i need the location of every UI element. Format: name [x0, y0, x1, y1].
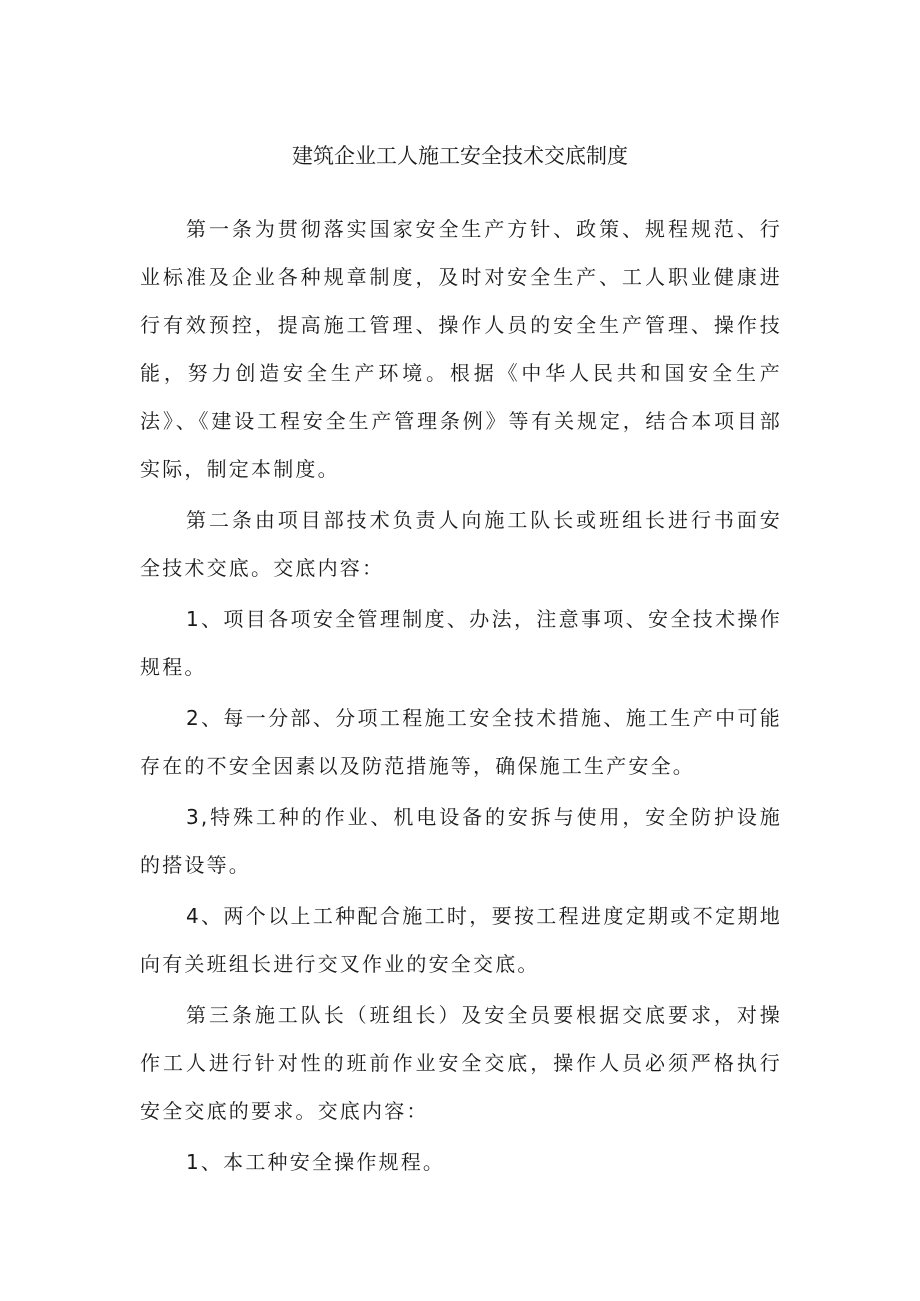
- article-3-item-1: 1、本工种安全操作规程。: [186, 1150, 446, 1174]
- article-2-item-4: 4、两个以上工种配合施工时，要按工程进度定期或不定期地向有关班组长进行交叉作业的安全交底。: [140, 904, 782, 976]
- article-2-item-2: 2、每一分部、分项工程施工安全技术措施、施工生产中可能存在的不安全因素以及防范措施等，确保施工生产安全。: [140, 706, 782, 778]
- article-2-item-1: 1、项目各项安全管理制度、办法，注意事项、安全技术操作规程。: [140, 607, 782, 679]
- article-1-paragraph: 第一条为贯彻落实国家安全生产方针、政策、规程规范、行业标准及企业各种规章制度，及时对安全生产、工人职业健康进行有效预控，提高施工管理、操作人员的安全生产管理、操作技能，努力创造安全生产环境。根据《中华人民共和国安全生产法》、《建设工程安全生产管理条例》等有关规定，结合本项目部实际，制定本制度。: [140, 217, 782, 481]
- article-2-paragraph: 第二条由项目部技术负责人向施工队长或班组长进行书面安全技术交底。交底内容：: [140, 508, 782, 580]
- article-3-paragraph: 第三条施工队长（班组长）及安全员要根据交底要求，对操作工人进行针对性的班前作业安全交底，操作人员必须严格执行安全交底的要求。交底内容：: [140, 1003, 782, 1123]
- document-title: 建筑企业工人施工安全技术交底制度: [292, 144, 628, 168]
- document-body: [140, 205, 782, 1186]
- article-2-item-3: 3,特殊工种的作业、机电设备的安拆与使用，安全防护设施的搭设等。: [140, 805, 782, 877]
